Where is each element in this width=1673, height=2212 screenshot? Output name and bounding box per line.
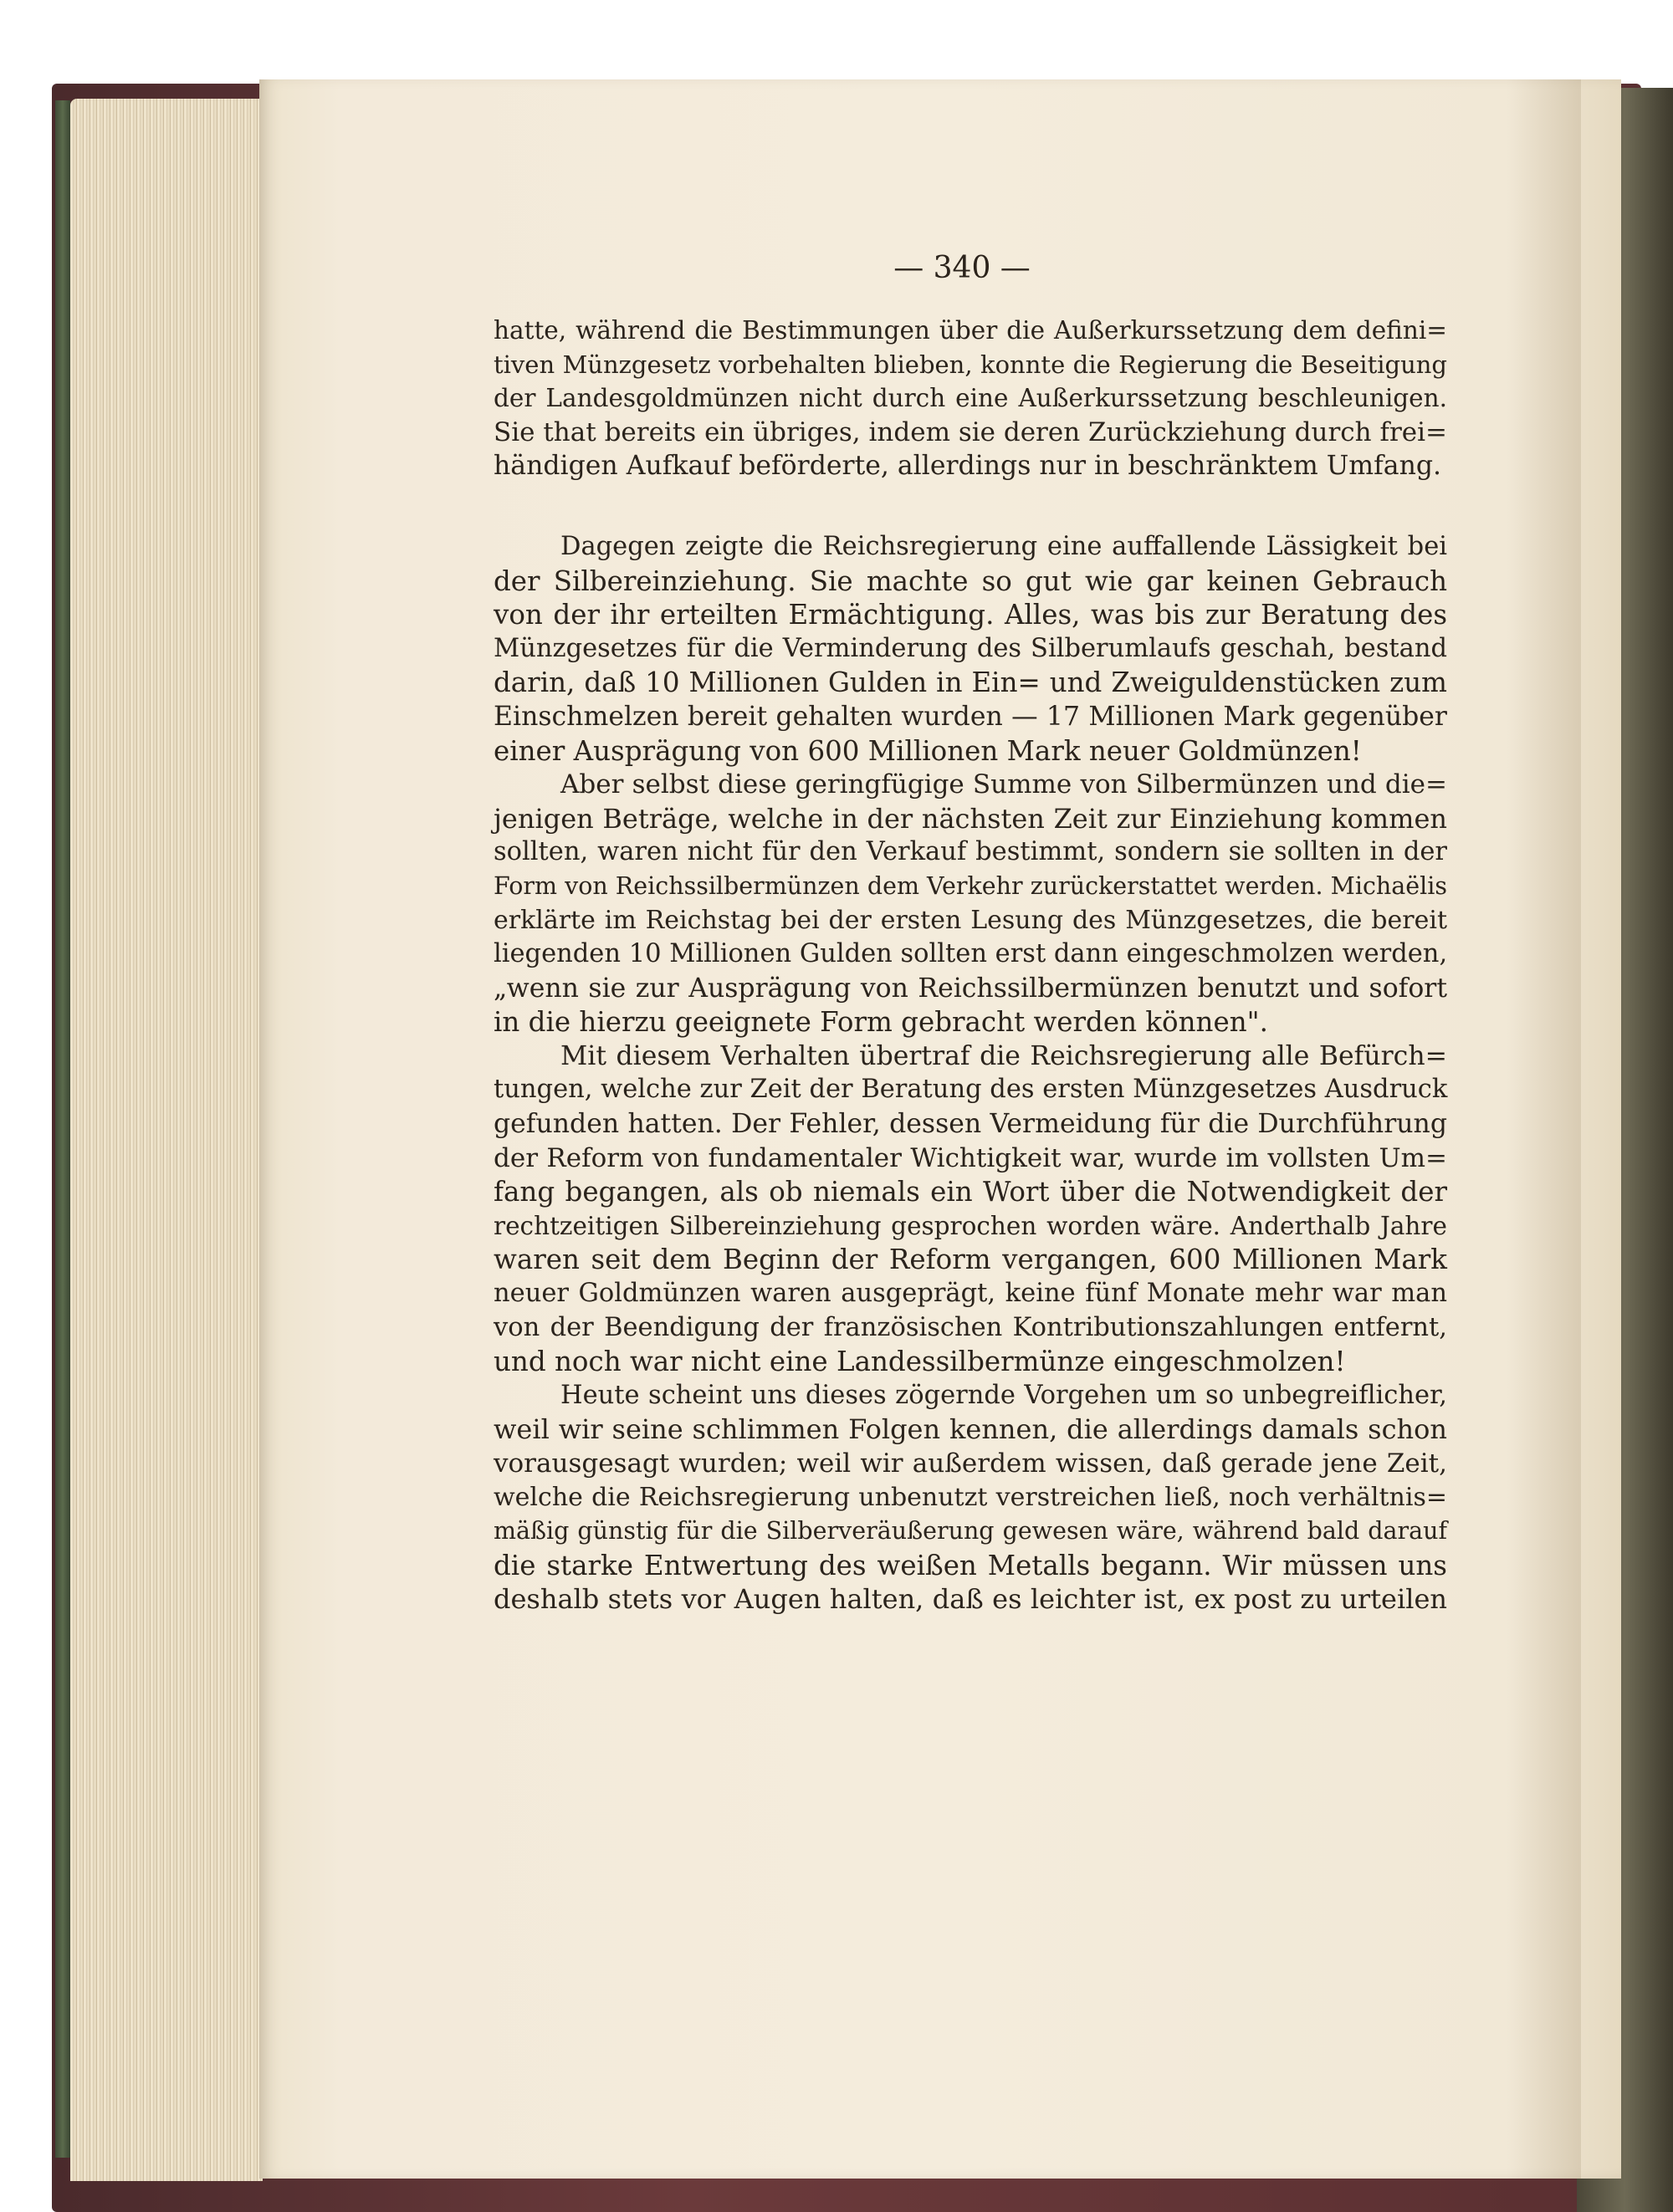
- text-line: welche die Reichsregierung unbenutzt verstreichen ließ, noch verhältnis=: [494, 1482, 1447, 1512]
- text-line: neuer Goldmünzen waren ausgeprägt, keine fünf Monate mehr war man: [494, 1279, 1447, 1309]
- text-line: mäßig günstig für die Silberveräußerung gewesen wäre, während bald darauf: [494, 1517, 1447, 1545]
- text-line: Dagegen zeigte die Reichsregierung eine auffallende Lässigkeit bei: [560, 531, 1447, 561]
- text-line: vorausgesagt wurden; weil wir außerdem wissen, daß gerade jene Zeit,: [494, 1448, 1447, 1479]
- text-line: deshalb stets vor Augen halten, daß es leichter ist, ex post zu urteilen: [494, 1583, 1447, 1616]
- text-line: liegenden 10 Millionen Gulden sollten erst dann eingeschmolzen werden,: [494, 939, 1448, 969]
- text-line: Heute scheint uns dieses zögernde Vorgehen um so unbegreiflicher,: [560, 1380, 1447, 1410]
- text-line: und noch war nicht eine Landessilbermünze eingeschmolzen!: [494, 1346, 1346, 1378]
- stacked-page-edges: [70, 99, 263, 2181]
- text-line: von der ihr erteilten Ermächtigung. Alles, was bis zur Beratung des: [494, 599, 1447, 631]
- paragraph-gap: [494, 483, 1447, 530]
- page-number: — 340 —: [893, 251, 1031, 285]
- text-line: in die hierzu geeignete Form gebracht werden können".: [494, 1006, 1268, 1039]
- text-line: von der Beendigung der französischen Kontributionszahlungen entfernt,: [494, 1312, 1447, 1342]
- text-line: rechtzeitigen Silbereinziehung gesprochen worden wäre. Anderthalb Jahre: [494, 1211, 1447, 1240]
- text-line: darin, daß 10 Millionen Gulden in Ein= und Zweiguldenstücken zum: [494, 667, 1447, 699]
- text-line: Einschmelzen bereit gehalten wurden — 17 Millionen Mark gegenüber: [494, 701, 1447, 732]
- text-line: erklärte im Reichstag bei der ersten Lesung des Münzgesetzes, die bereit: [494, 905, 1447, 935]
- text-line: weil wir seine schlimmen Folgen kennen, die allerdings damals schon: [494, 1413, 1447, 1446]
- spine-edge: [55, 100, 70, 2158]
- text-line: tiven Münzgesetz vorbehalten blieben, konnte die Regierung die Beseitigung: [494, 350, 1447, 379]
- text-line: gefunden hatten. Der Fehler, dessen Vermeidung für die Durchführung: [494, 1109, 1447, 1140]
- text-line: Mit diesem Verhalten übertraf die Reichsregierung alle Befürch=: [560, 1040, 1447, 1071]
- text-line: tungen, welche zur Zeit der Beratung des ersten Münzgesetzes Ausdruck: [494, 1075, 1448, 1105]
- body-text: [494, 314, 1447, 1617]
- page-gutter-shadow: [1506, 79, 1581, 2179]
- text-line: Münzgesetzes für die Verminderung des Silberumlaufs geschah, bestand: [494, 633, 1447, 663]
- text-line: fang begangen, als ob niemals ein Wort über die Notwendigkeit der: [494, 1176, 1447, 1208]
- text-line: waren seit dem Beginn der Reform vergangen, 600 Millionen Mark: [494, 1244, 1447, 1276]
- text-line: die starke Entwertung des weißen Metalls begann. Wir müssen uns: [494, 1549, 1447, 1581]
- text-line: händigen Aufkauf beförderte, allerdings nur in beschränktem Umfang.: [494, 451, 1442, 482]
- text-line: einer Ausprägung von 600 Millionen Mark neuer Goldmünzen!: [494, 734, 1362, 767]
- text-line: der Silbereinziehung. Sie machte so gut wie gar keinen Gebrauch: [494, 564, 1447, 597]
- text-line: jenigen Beträge, welche in der nächsten Zeit zur Einziehung kommen: [494, 802, 1447, 835]
- text-line: hatte, während die Bestimmungen über die Außerkurssetzung dem defini=: [494, 316, 1447, 345]
- text-line: Form von Reichssilbermünzen dem Verkehr zurückerstattet werden. Michaëlis: [494, 871, 1447, 900]
- text-line: der Reform von fundamentaler Wichtigkeit war, wurde im vollsten Um=: [494, 1142, 1447, 1173]
- text-line: sollten, waren nicht für den Verkauf bestimmt, sondern sie sollten in der: [494, 837, 1447, 867]
- text-line: der Landesgoldmünzen nicht durch eine Außerkurssetzung beschleunigen.: [494, 384, 1447, 413]
- text-line: „wenn sie zur Ausprägung von Reichssilbermünzen benutzt und sofort: [494, 973, 1447, 1004]
- text-line: Aber selbst diese geringfügige Summe von Silbermünzen und die=: [560, 769, 1447, 800]
- text-line: Sie that bereits ein übriges, indem sie deren Zurückziehung durch frei=: [494, 416, 1447, 447]
